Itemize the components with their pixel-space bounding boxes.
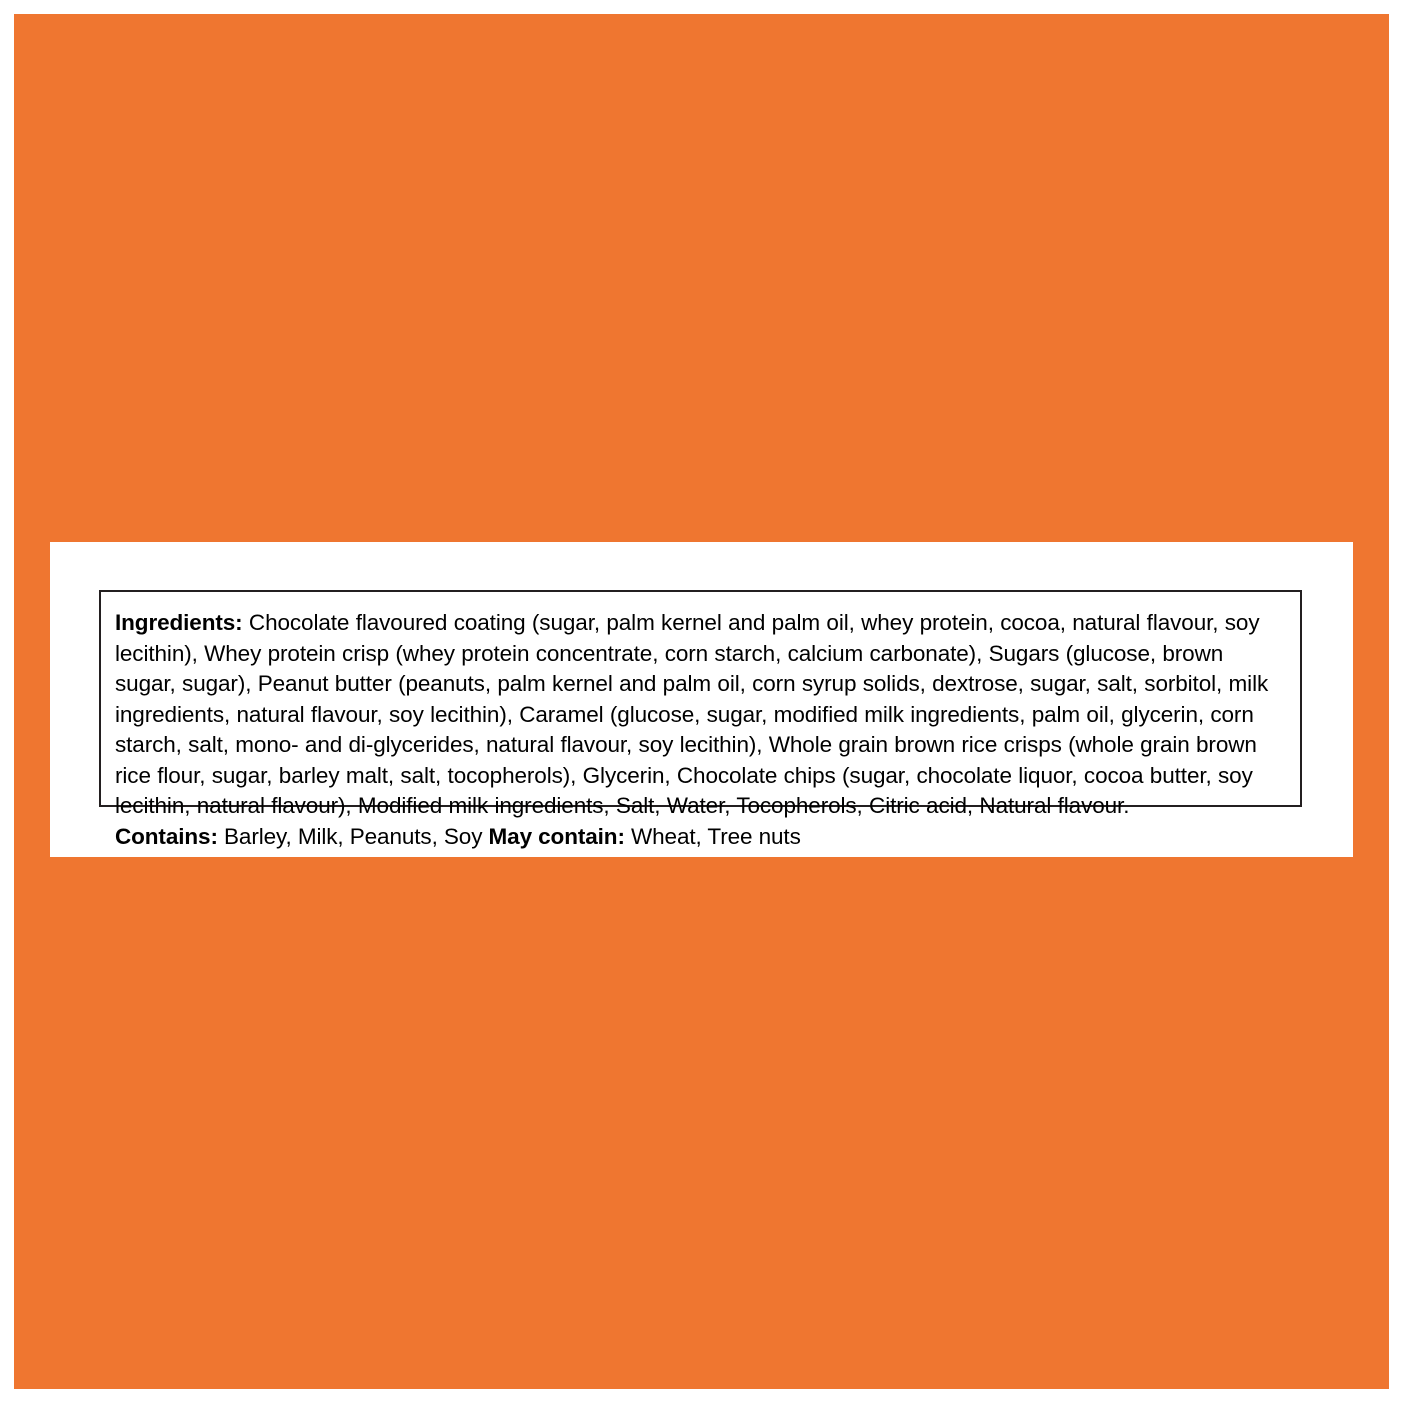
may-contain-body: Wheat, Tree nuts bbox=[631, 823, 801, 849]
ingredients-body: Chocolate flavoured coating (sugar, palm kernel and palm oil, whey protein, cocoa, natural flavour, soy lecithin), Whey protein crisp (whey protein concentrate, corn starch, calcium carbonate), Sugars (glucose, brown sugar, sugar), Peanut butter (peanuts, palm kernel and palm oil, corn syrup solids, dextrose, sugar, salt, sorbitol, milk ingredients, natural flavour, soy lecithin), Caramel (glucose, sugar, modified milk ingredients, palm oil, glycerin, corn starch, salt, mono- and di-glycerides, natural flavour, soy lecithin), Whole grain brown rice crisps (whole grain brown rice flour, sugar, barley malt, salt, tocopherols), Glycerin, Chocolate chips (sugar, chocolate liquor, cocoa butter, soy lecithin, natural flavour), Modified milk ingredients, Salt, Water, Tocopherols, Citric acid, Natural flavour. bbox=[115, 610, 1269, 818]
allergen-paragraph bbox=[115, 822, 1286, 853]
ingredients-label-box bbox=[99, 590, 1302, 849]
ingredients-paragraph bbox=[115, 608, 1286, 822]
ingredients-heading: Ingredients: bbox=[115, 610, 243, 635]
product-package-background bbox=[14, 14, 1389, 1389]
contains-body: Barley, Milk, Peanuts, Soy bbox=[224, 823, 483, 849]
contains-heading: Contains: bbox=[115, 823, 218, 849]
may-contain-heading: May contain: bbox=[488, 823, 625, 849]
ingredients-label-panel bbox=[50, 542, 1353, 857]
